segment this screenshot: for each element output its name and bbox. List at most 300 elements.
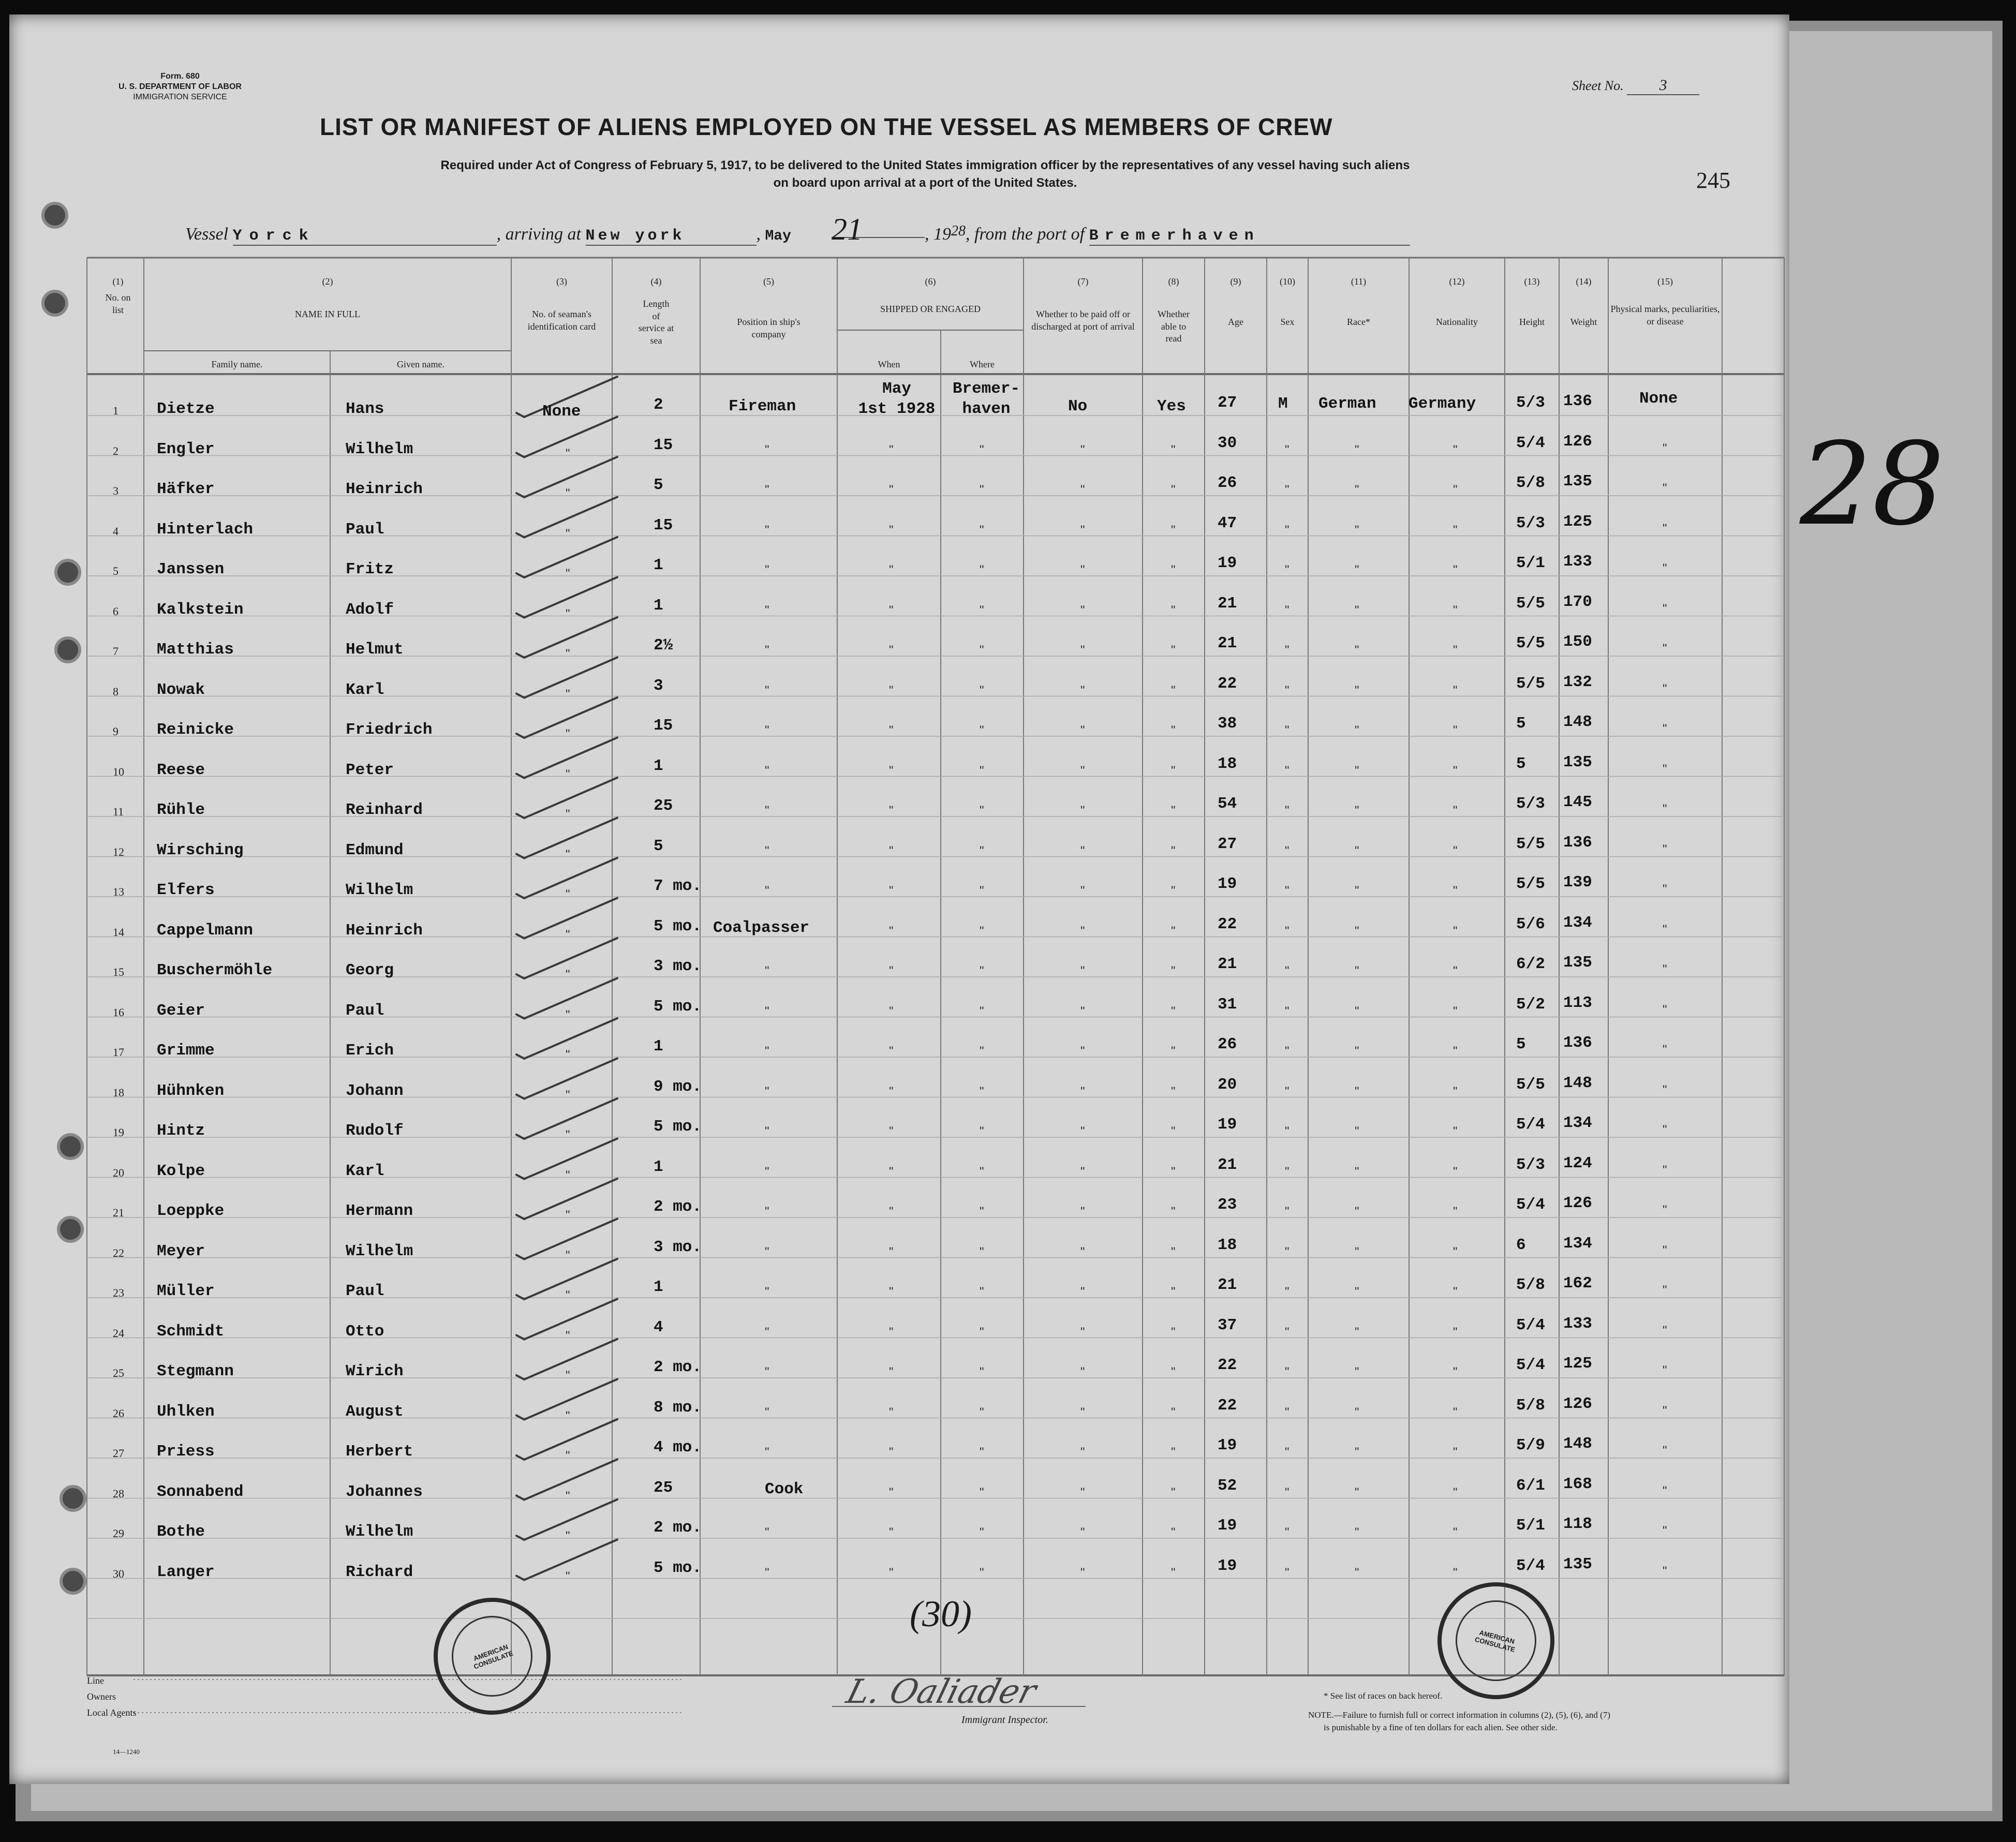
height: 5/3 bbox=[1516, 1155, 1545, 1174]
weight: 135 bbox=[1563, 753, 1592, 771]
given-name: Paul bbox=[346, 1001, 384, 1020]
length-of-service: 2 mo. bbox=[654, 1519, 702, 1537]
vessel-label: Vessel bbox=[185, 225, 229, 244]
sex-ditto: " bbox=[1285, 723, 1289, 737]
weight: 126 bbox=[1563, 1394, 1592, 1413]
height: 5/5 bbox=[1516, 634, 1545, 652]
arrival-day: 21 bbox=[832, 221, 925, 238]
row-number: 16 bbox=[113, 1005, 124, 1019]
when-ditto: " bbox=[889, 804, 894, 818]
nationality-ditto: " bbox=[1453, 1164, 1458, 1179]
note-line-2: is punishable by a fine of ten dollars for each alien. See other side. bbox=[1324, 1722, 1558, 1732]
paid-off-ditto: " bbox=[1080, 1164, 1085, 1179]
paid-off-ditto: " bbox=[1080, 683, 1085, 697]
sex-ditto: " bbox=[1285, 1164, 1289, 1179]
nationality-ditto: " bbox=[1453, 1325, 1458, 1339]
col2-header: NAME IN FULL bbox=[295, 309, 360, 320]
marks-ditto: " bbox=[1663, 642, 1667, 656]
punch-hole bbox=[41, 202, 68, 229]
col10-header: Sex bbox=[1280, 317, 1295, 328]
row-number: 12 bbox=[113, 845, 124, 858]
age: 19 bbox=[1218, 1517, 1237, 1535]
read-ditto: " bbox=[1171, 1084, 1176, 1098]
marks-ditto: " bbox=[1663, 1123, 1667, 1137]
race-ditto: " bbox=[1355, 1525, 1359, 1539]
race-ditto: " bbox=[1355, 1565, 1359, 1580]
family-name: Dietze bbox=[157, 400, 215, 418]
position-ditto: " bbox=[765, 964, 769, 978]
id-card-ditto: " bbox=[566, 1208, 570, 1222]
read-ditto: " bbox=[1171, 1244, 1176, 1259]
paid-off-ditto: " bbox=[1080, 1565, 1085, 1580]
length-of-service: 5 mo. bbox=[654, 917, 702, 935]
row-number: 14 bbox=[113, 925, 124, 939]
punch-hole bbox=[54, 636, 81, 663]
weight: 126 bbox=[1563, 432, 1592, 451]
length-of-service: 15 bbox=[654, 516, 673, 534]
read-ditto: " bbox=[1171, 563, 1176, 577]
nationality-ditto: " bbox=[1453, 483, 1458, 497]
row1-when: May 1st 1928 bbox=[858, 380, 936, 418]
sex-ditto: " bbox=[1285, 843, 1289, 858]
family-name: Häfker bbox=[157, 480, 215, 498]
sex-ditto: " bbox=[1285, 442, 1289, 457]
sex-ditto: " bbox=[1285, 1445, 1289, 1459]
from-label: from the port of bbox=[974, 225, 1085, 244]
row-number: 19 bbox=[113, 1126, 124, 1139]
height: 6/2 bbox=[1516, 955, 1545, 973]
given-name: Karl bbox=[346, 680, 384, 699]
position-ditto: " bbox=[765, 1405, 769, 1419]
read-ditto: " bbox=[1171, 442, 1176, 457]
id-card-ditto: " bbox=[566, 1369, 570, 1383]
punch-hole bbox=[60, 1568, 86, 1595]
age: 22 bbox=[1218, 674, 1237, 693]
paid-off-ditto: " bbox=[1080, 924, 1085, 938]
where-ditto: " bbox=[980, 523, 984, 537]
weight: 135 bbox=[1563, 1555, 1592, 1573]
read-ditto: " bbox=[1171, 1485, 1176, 1499]
col8-header: Whether able to read bbox=[1158, 309, 1190, 344]
age: 18 bbox=[1218, 1236, 1237, 1254]
col1-header: No. on list bbox=[105, 292, 131, 315]
read-ditto: " bbox=[1171, 1365, 1176, 1379]
when-ditto: " bbox=[889, 1244, 894, 1259]
marks-ditto: " bbox=[1663, 1163, 1667, 1177]
age: 19 bbox=[1218, 1556, 1237, 1575]
id-card-ditto: " bbox=[566, 1088, 570, 1102]
marks-ditto: " bbox=[1663, 1082, 1667, 1097]
row-number: 2 bbox=[113, 444, 118, 457]
position-ditto: " bbox=[765, 763, 769, 778]
given-name: Hans bbox=[346, 400, 384, 418]
col13-header: Height bbox=[1519, 317, 1545, 328]
family-name: Stegmann bbox=[157, 1362, 234, 1380]
marks-ditto: " bbox=[1663, 1444, 1667, 1458]
nationality-ditto: " bbox=[1453, 1285, 1458, 1299]
sheet-number: 3 bbox=[1627, 77, 1699, 95]
position: Coalpasser bbox=[713, 918, 810, 937]
where-ditto: " bbox=[980, 1365, 984, 1379]
read-ditto: " bbox=[1171, 643, 1176, 657]
position-ditto: " bbox=[765, 1285, 769, 1299]
weight: 136 bbox=[1563, 1034, 1592, 1052]
age: 27 bbox=[1218, 394, 1237, 412]
marks-ditto: " bbox=[1663, 762, 1667, 776]
sex-ditto: " bbox=[1285, 683, 1289, 697]
row-number: 5 bbox=[113, 565, 118, 577]
height: 5/5 bbox=[1516, 835, 1545, 853]
race-ditto: " bbox=[1355, 563, 1359, 577]
weight: 113 bbox=[1563, 993, 1592, 1012]
family-name: Geier bbox=[157, 1001, 205, 1020]
id-card-ditto: " bbox=[566, 1288, 570, 1302]
nationality-ditto: " bbox=[1453, 804, 1458, 818]
position-ditto: " bbox=[765, 1365, 769, 1379]
when-ditto: " bbox=[889, 1565, 894, 1580]
paid-off-ditto: " bbox=[1080, 1124, 1085, 1138]
sex-ditto: " bbox=[1285, 1044, 1289, 1058]
race-ditto: " bbox=[1355, 683, 1359, 697]
row-number: 11 bbox=[113, 805, 124, 818]
height: 5/8 bbox=[1516, 1276, 1545, 1294]
age: 47 bbox=[1218, 514, 1237, 532]
where-ditto: " bbox=[980, 1285, 984, 1299]
marks-ditto: " bbox=[1663, 1524, 1667, 1538]
position-ditto: " bbox=[765, 804, 769, 818]
nationality-ditto: " bbox=[1453, 1244, 1458, 1259]
where-ditto: " bbox=[980, 442, 984, 457]
col4-header: Length of service at sea bbox=[638, 299, 674, 346]
paid-off-ditto: " bbox=[1080, 483, 1085, 497]
sex-ditto: " bbox=[1285, 804, 1289, 818]
given-name: Karl bbox=[346, 1162, 384, 1180]
when-ditto: " bbox=[889, 442, 894, 457]
weight: 168 bbox=[1563, 1475, 1592, 1493]
length-of-service: 4 mo. bbox=[654, 1438, 702, 1457]
position-ditto: " bbox=[765, 1525, 769, 1539]
when-ditto: " bbox=[889, 763, 894, 778]
when-ditto: " bbox=[889, 1004, 894, 1018]
where-ditto: " bbox=[980, 804, 984, 818]
nationality-ditto: " bbox=[1453, 442, 1458, 457]
row-number: 9 bbox=[113, 725, 118, 738]
given-name: Wilhelm bbox=[346, 1242, 413, 1260]
sex-ditto: " bbox=[1285, 603, 1289, 617]
family-name: Buschermöhle bbox=[157, 961, 273, 979]
nationality-ditto: " bbox=[1453, 1405, 1458, 1419]
id-card-ditto: " bbox=[566, 1007, 570, 1022]
sheet-label: Sheet No. bbox=[1572, 78, 1624, 93]
when-ditto: " bbox=[889, 843, 894, 858]
age: 22 bbox=[1218, 915, 1237, 933]
family-name: Müller bbox=[157, 1282, 215, 1300]
race-ditto: " bbox=[1355, 804, 1359, 818]
row-number: 20 bbox=[113, 1166, 124, 1179]
height: 5/5 bbox=[1516, 875, 1545, 893]
family-name: Loeppke bbox=[157, 1202, 225, 1220]
when-ditto: " bbox=[889, 1365, 894, 1379]
service: IMMIGRATION SERVICE bbox=[133, 93, 227, 101]
paid-off-ditto: " bbox=[1080, 723, 1085, 737]
col1-num: (1) bbox=[112, 276, 124, 287]
where-ditto: " bbox=[980, 643, 984, 657]
race-ditto: " bbox=[1355, 1164, 1359, 1179]
length-of-service: 3 bbox=[654, 676, 663, 695]
weight: 150 bbox=[1563, 633, 1592, 651]
marks-ditto: " bbox=[1663, 1363, 1667, 1377]
height: 5/9 bbox=[1516, 1436, 1545, 1454]
race-ditto: " bbox=[1355, 483, 1359, 497]
sex-ditto: " bbox=[1285, 884, 1289, 898]
age: 21 bbox=[1218, 594, 1237, 613]
length-of-service: 2 bbox=[654, 396, 663, 414]
given-name: Herbert bbox=[346, 1443, 413, 1461]
given-name: Wirich bbox=[346, 1362, 404, 1380]
read-ditto: " bbox=[1171, 843, 1176, 858]
weight: 125 bbox=[1563, 1355, 1592, 1373]
row1-paid-off: No bbox=[1068, 397, 1088, 415]
weight: 170 bbox=[1563, 592, 1592, 611]
weight: 148 bbox=[1563, 1074, 1592, 1092]
id-card-ditto: " bbox=[566, 647, 570, 661]
where-ditto: " bbox=[980, 884, 984, 898]
length-of-service: 1 bbox=[654, 596, 663, 615]
sex-ditto: " bbox=[1285, 523, 1289, 537]
length-of-service: 9 mo. bbox=[654, 1077, 702, 1096]
nationality-ditto: " bbox=[1453, 1124, 1458, 1138]
given-name: Wilhelm bbox=[346, 881, 413, 899]
read-ditto: " bbox=[1171, 723, 1176, 737]
given-name: Georg bbox=[346, 961, 394, 979]
id-card-ditto: " bbox=[566, 526, 570, 541]
col7-header: Whether to be paid off or discharged at port of arrival bbox=[1031, 309, 1135, 332]
where-ditto: " bbox=[980, 763, 984, 778]
marks-ditto: " bbox=[1663, 1403, 1667, 1418]
height: 5/1 bbox=[1516, 1517, 1545, 1535]
where-ditto: " bbox=[980, 1445, 984, 1459]
when-ditto: " bbox=[889, 483, 894, 497]
age: 31 bbox=[1218, 995, 1237, 1014]
nationality-ditto: " bbox=[1453, 1565, 1458, 1580]
length-of-service: 7 mo. bbox=[654, 877, 702, 895]
col11-num: (11) bbox=[1351, 276, 1367, 287]
age: 23 bbox=[1218, 1196, 1237, 1214]
position-ditto: " bbox=[765, 483, 769, 497]
row-number: 21 bbox=[113, 1206, 124, 1219]
length-of-service: 5 mo. bbox=[654, 997, 702, 1016]
weight: 118 bbox=[1563, 1515, 1592, 1533]
col5-num: (5) bbox=[763, 276, 774, 287]
family-name: Matthias bbox=[157, 641, 234, 659]
col14-num: (14) bbox=[1576, 276, 1592, 287]
age: 26 bbox=[1218, 474, 1237, 492]
when-ditto: " bbox=[889, 1325, 894, 1339]
id-card-ditto: " bbox=[566, 1569, 570, 1583]
position-ditto: " bbox=[765, 884, 769, 898]
given-name: Johannes bbox=[346, 1482, 423, 1501]
row-number: 15 bbox=[113, 965, 124, 978]
where-ditto: " bbox=[980, 1485, 984, 1499]
consulate-seal-left: AMERICAN CONSULATE bbox=[417, 1581, 567, 1731]
height: 5/4 bbox=[1516, 1116, 1545, 1134]
weight: 145 bbox=[1563, 793, 1592, 811]
age: 38 bbox=[1218, 715, 1237, 733]
given-name: Otto bbox=[346, 1322, 384, 1341]
age: 21 bbox=[1218, 955, 1237, 973]
row-number: 27 bbox=[113, 1447, 124, 1460]
marks-ditto: " bbox=[1663, 1323, 1667, 1338]
form-number: Form. 680 bbox=[160, 72, 200, 81]
length-of-service: 1 bbox=[654, 756, 663, 775]
height: 5/5 bbox=[1516, 1075, 1545, 1094]
row-number: 28 bbox=[113, 1487, 124, 1500]
family-name: Hintz bbox=[157, 1122, 205, 1140]
race-ditto: " bbox=[1355, 1004, 1359, 1018]
col12-num: (12) bbox=[1449, 276, 1465, 287]
arriving-label: arriving at bbox=[505, 225, 581, 244]
given-name: Heinrich bbox=[346, 480, 423, 498]
family-name: Engler bbox=[157, 440, 215, 458]
race-ditto: " bbox=[1355, 1485, 1359, 1499]
when-ditto: " bbox=[889, 1205, 894, 1219]
where-ditto: " bbox=[980, 1205, 984, 1219]
subtitle-line-2: on board upon arrival at a port of the United States. bbox=[773, 175, 1077, 190]
when-ditto: " bbox=[889, 523, 894, 537]
paid-off-ditto: " bbox=[1080, 603, 1085, 617]
weight: 135 bbox=[1563, 472, 1592, 491]
row-number: 17 bbox=[113, 1046, 124, 1059]
manifest-sheet: Form. 680 U. S. DEPARTMENT OF LABOR IMMIGRATION SERVICE Sheet No. 3 LIST OR MANIFEST OF ALIENS EMPLOYED ON THE VESSEL AS MEMBERS OF CREW Required under Act of Congress of February 5, 1917, to be delivered to the United States immigration officer by the representatives of any vessel having such aliens on board upon arrival at a port of the United States. 245 Vessel Yorck , arriving at New york , May 21 , $19^{28}$, from the port of Bremerhaven (1) No. on list (2) NAME IN FULL Family name. Given name. (3) No. of seaman's identification card (4) Length of service at sea (5) Position in ship's company (6) SHIPPED OR ENGAGED When Where (7) Whether to be paid off or discharged at port of arrival (8) Whether able to read (9) Age (10) Sex (11) Race* (12) Nationality (13) Height (14) Weight (15) Physical marks, peculiarities, or disease None May 1st 1928 Bremer- haven No Yes M German Germany None 1 Dietze Hans 2 27 5/3 136 2 Engler Wilhelm 15 30 5/4 126 " " " " " " " " " " 3 Häfker Heinrich 5 26 5/8 135 " " " " " " " " " " 4 Hinterlach Paul 15 47 5/3 125 " " " " " " " " " " 5 Janssen Fritz 1 19 5/1 133 " " " " " " " " " " 6 Kalkstein Adolf 1 21 5/5 170 " " " " " " " " " " 7 Matthias Helmut 2½ 21 5/5 150 " " " " " " " " " " 8 Nowak Karl 3 22 5/5 132 " " " " " " " " " " 9 Reinicke Friedrich 15 38 5 148 " " " " " " " " " " 10 Reese Peter 1 18 5 135 " " " " " " " " " " 11 Rühle Reinhard 25 54 5/3 145 " " " " " " " " " " 12 Wirsching Edmund 5 27 5/5 136 " " " " " " " " " " 13 Elfers Wilhelm 7 mo. 19 5/5 139 " " " " " " " " " " 14 Cappelmann Heinrich 5 mo. 22 5/6 134 Coalpasser " " " " " " " " " 15 Buschermöhle Georg 3 mo. 21 6/2 135 " " " " " " " " " " 16 Geier Paul 5 mo. 31 5/2 113 " " " " " " " " " " 17 Grimme Erich 1 26 5 136 " " " " " " " " " " 18 Hühnken Johann 9 mo. 20 5/5 148 " " " " " " " " " " 19 Hintz Rudolf 5 mo. 19 5/4 134 " " " " " " " " " " 20 Kolpe Karl 1 21 5/3 124 " " " " " " " " " " 21 Loeppke Hermann 2 mo. 23 5/4 126 " " " " " " " " " " 22 Meyer Wilhelm 3 mo. 18 6 134 " " " " " " " " " " 23 Müller Paul 1 21 5/8 162 " " " " " " " " " " 24 Schmidt Otto 4 37 5/4 133 " " " " " " " " " " 25 Stegmann Wirich 2 mo. 22 5/4 125 " " " " " " " " " " 26 Uhlken August 8 mo. 22 5/8 126 " " " " " " " " " " 27 Priess Herbert 4 mo. 19 5/9 148 " " " " " " " " " " 28 Sonnabend Johannes 25 52 6/1 168 Cook " " " " " " " " " 29 Bothe Wilhelm 2 mo. 19 5/1 118 " " " " " " " " " " 30 Langer Richard 5 mo. 19 5/4 135 " " " " " " " " " " Fireman (30) Line Owners Local Agents 14—1240 L. Oaliader Immigrant Inspector. * See list of races on back hereof. NOTE.—Failure to furnish full or correct information in columns (2), (5), (6), and (7) is punishable by a fine of ten dollars for each alien. See other side. AMERICAN CONSULATE AMERICAN CONSULATE 28 bbox=[9, 14, 1789, 1784]
race-ditto: " bbox=[1355, 1285, 1359, 1299]
id-card-ditto: " bbox=[566, 887, 570, 901]
sex-ditto: " bbox=[1285, 763, 1289, 778]
age: 30 bbox=[1218, 434, 1237, 452]
when-ditto: " bbox=[889, 964, 894, 978]
where-ditto: " bbox=[980, 1525, 984, 1539]
marks-ditto: " bbox=[1663, 441, 1667, 455]
length-of-service: 2 mo. bbox=[654, 1198, 702, 1216]
col3-header: No. of seaman's identification card bbox=[527, 309, 596, 332]
id-card-ditto: " bbox=[566, 968, 570, 982]
id-card-ditto: " bbox=[566, 807, 570, 821]
page-title: LIST OR MANIFEST OF ALIENS EMPLOYED ON THE VESSEL AS MEMBERS OF CREW bbox=[320, 113, 1333, 140]
paid-off-ditto: " bbox=[1080, 1325, 1085, 1339]
when-ditto: " bbox=[889, 1044, 894, 1058]
given-name: Fritz bbox=[346, 560, 394, 578]
marks-ditto: " bbox=[1663, 962, 1667, 976]
when-ditto: " bbox=[889, 1525, 894, 1539]
paid-off-ditto: " bbox=[1080, 1244, 1085, 1259]
weight: 134 bbox=[1563, 913, 1592, 932]
length-of-service: 8 mo. bbox=[654, 1398, 702, 1417]
nationality-ditto: " bbox=[1453, 523, 1458, 537]
sex-ditto: " bbox=[1285, 1525, 1289, 1539]
family-name: Hühnken bbox=[157, 1081, 225, 1100]
col15-header: Physical marks, peculiarities, or disease bbox=[1610, 304, 1720, 326]
read-ditto: " bbox=[1171, 1285, 1176, 1299]
marks-ditto: " bbox=[1663, 561, 1667, 575]
position-ditto: " bbox=[765, 1565, 769, 1580]
weight: 124 bbox=[1563, 1154, 1592, 1172]
where-ditto: " bbox=[980, 1084, 984, 1098]
position-ditto: " bbox=[765, 643, 769, 657]
when-ditto: " bbox=[889, 1485, 894, 1499]
punch-hole bbox=[57, 1216, 84, 1243]
position-ditto: " bbox=[765, 1084, 769, 1098]
where-ditto: " bbox=[980, 683, 984, 697]
punch-hole bbox=[54, 559, 81, 586]
marks-ditto: " bbox=[1663, 1043, 1667, 1057]
where-ditto: " bbox=[980, 1405, 984, 1419]
nationality-ditto: " bbox=[1453, 723, 1458, 737]
row1-where: Bremer- haven bbox=[952, 380, 1020, 418]
where-ditto: " bbox=[980, 563, 984, 577]
marks-ditto: " bbox=[1663, 1203, 1667, 1217]
margin-mark: 28 bbox=[1800, 418, 1945, 551]
length-of-service: 15 bbox=[654, 436, 673, 454]
row-number: 8 bbox=[113, 685, 118, 698]
sex-ditto: " bbox=[1285, 1325, 1289, 1339]
paid-off-ditto: " bbox=[1080, 1285, 1085, 1299]
marks-ditto: " bbox=[1663, 601, 1667, 616]
nationality-ditto: " bbox=[1453, 964, 1458, 978]
id-card-ditto: " bbox=[566, 927, 570, 942]
weight: 125 bbox=[1563, 512, 1592, 531]
id-card-ditto: " bbox=[566, 1529, 570, 1543]
races-note: * See list of races on back hereof. bbox=[1324, 1691, 1443, 1701]
family-name: Janssen bbox=[157, 560, 225, 578]
family-name: Reinicke bbox=[157, 721, 234, 739]
punch-hole bbox=[57, 1133, 84, 1160]
line-label: Line bbox=[87, 1675, 104, 1686]
sex-ditto: " bbox=[1285, 563, 1289, 577]
sex-ditto: " bbox=[1285, 1485, 1289, 1499]
weight: 139 bbox=[1563, 873, 1592, 892]
col6a-header: When bbox=[878, 359, 900, 369]
family-name: Bothe bbox=[157, 1523, 205, 1541]
weight: 135 bbox=[1563, 954, 1592, 972]
where-ditto: " bbox=[980, 1044, 984, 1058]
nationality-ditto: " bbox=[1453, 1004, 1458, 1018]
id-card-ditto: " bbox=[566, 687, 570, 701]
age: 18 bbox=[1218, 754, 1237, 773]
age: 54 bbox=[1218, 795, 1237, 813]
sex-ditto: " bbox=[1285, 1084, 1289, 1098]
paid-off-ditto: " bbox=[1080, 1485, 1085, 1499]
punch-hole bbox=[60, 1485, 86, 1512]
row1-race: German bbox=[1318, 395, 1376, 413]
height: 5/3 bbox=[1516, 394, 1545, 412]
race-ditto: " bbox=[1355, 603, 1359, 617]
where-ditto: " bbox=[980, 723, 984, 737]
given-name: Adolf bbox=[346, 600, 394, 619]
weight: 133 bbox=[1563, 553, 1592, 571]
given-name: Erich bbox=[346, 1042, 394, 1060]
age: 21 bbox=[1218, 634, 1237, 652]
position: Cook bbox=[765, 1480, 804, 1498]
row-number: 10 bbox=[113, 765, 124, 778]
inspector-label: Immigrant Inspector. bbox=[961, 1714, 1048, 1726]
paid-off-ditto: " bbox=[1080, 1445, 1085, 1459]
when-ditto: " bbox=[889, 1405, 894, 1419]
marks-ditto: " bbox=[1663, 922, 1667, 937]
position-ditto: " bbox=[765, 1124, 769, 1138]
age: 19 bbox=[1218, 875, 1237, 893]
race-ditto: " bbox=[1355, 1124, 1359, 1138]
read-ditto: " bbox=[1171, 1565, 1176, 1580]
family-name: Reese bbox=[157, 761, 205, 779]
